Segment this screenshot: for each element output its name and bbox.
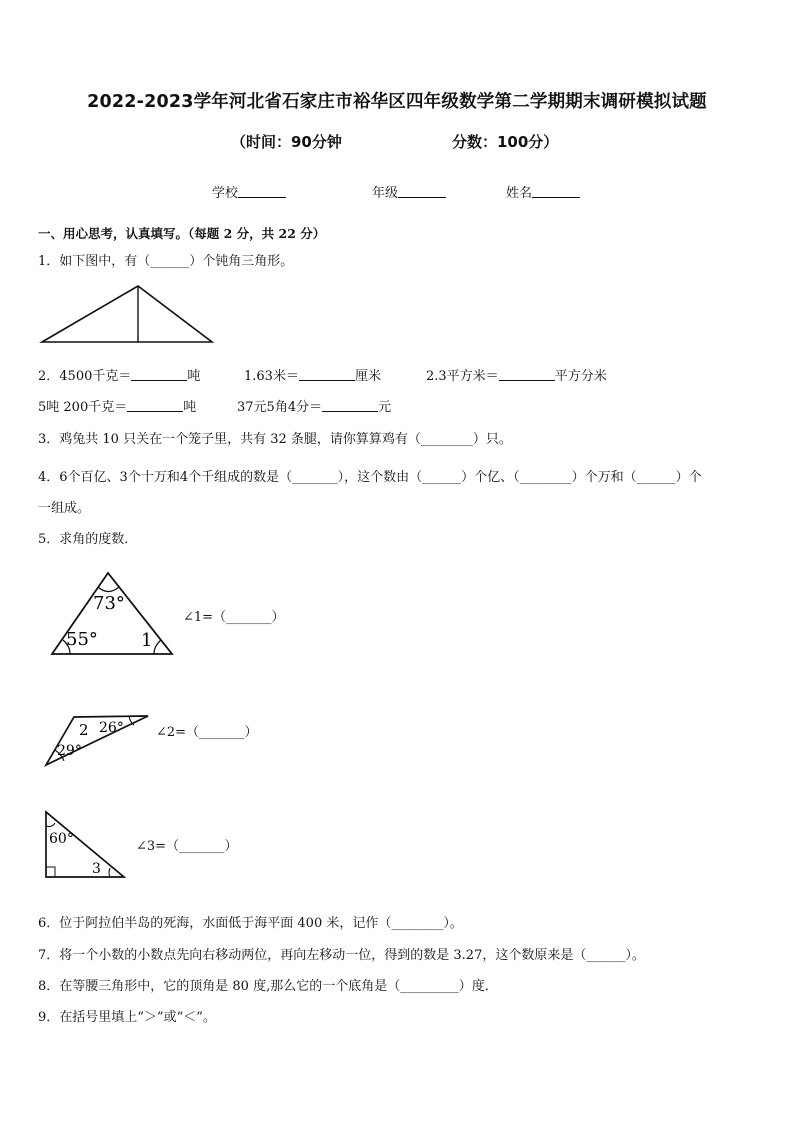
tri1-left-angle: 55°: [66, 629, 98, 650]
grade-label: 年级: [372, 186, 399, 201]
question-5: 5．求角的度数．: [38, 532, 138, 547]
name-label: 姓名: [506, 186, 533, 201]
question-2b: 1.63米＝ 厘米: [244, 369, 381, 384]
school-blank[interactable]: [238, 185, 286, 198]
q5-triangle-3: [40, 809, 130, 881]
tri2-angle-26: 26°: [99, 720, 124, 736]
q5-answer-1: ∠1=（_______）: [183, 610, 285, 625]
tri2-angle-29: 29°: [57, 743, 82, 759]
question-8: 8．在等腰三角形中，它的顶角是 80 度,那么它的一个底角是（_________）度．: [38, 979, 498, 994]
tri3-vertex-label: 3: [92, 861, 101, 877]
q1-triangle-figure: [40, 284, 215, 346]
question-6: 6．位于阿拉伯半岛的死海，水面低于海平面 400 米，记作（________）。: [38, 916, 463, 931]
tri1-top-angle: 73°: [93, 593, 125, 614]
question-2c: 2.3平方米＝ 平方分米: [426, 369, 607, 384]
question-1: 1．如下图中，有（______）个钝角三角形。: [38, 254, 294, 269]
school-label: 学校: [212, 186, 239, 201]
question-4-line1: 4．6个百亿、3个十万和4个千组成的数是（_______），这个数由（______）个亿、（________）个万和（______）个: [38, 470, 702, 485]
tri2-vertex-label: 2: [79, 721, 89, 739]
question-9: 9．在括号里填上“＞”或“＜”。: [38, 1010, 216, 1025]
section-heading: 一、用心思考，认真填写。（每题 2 分，共 22 分）: [38, 226, 326, 241]
tri1-right-angle: 1: [141, 630, 153, 651]
exam-score: 分数：100分）: [452, 133, 559, 151]
question-2e: 37元5角4分＝ 元: [237, 400, 392, 415]
question-4-line2: 一组成。: [38, 501, 91, 516]
q5-triangle-1: [48, 570, 178, 660]
grade-blank[interactable]: [398, 185, 446, 198]
q5-triangle-2: [44, 713, 152, 769]
school-field[interactable]: [212, 182, 286, 201]
grade-field[interactable]: [372, 182, 446, 201]
exam-time: （时间：90分钟: [231, 133, 342, 151]
question-2a: 2．4500千克＝ 吨: [38, 369, 201, 384]
name-blank[interactable]: [532, 185, 580, 198]
q5-answer-3: ∠3=（_______）: [136, 839, 238, 854]
q5-answer-2: ∠2=（_______）: [156, 725, 258, 740]
question-3: 3．鸡兔共 10 只关在一个笼子里，共有 32 条腿，请你算算鸡有（________）只。: [38, 432, 512, 447]
question-7: 7．将一个小数的小数点先向右移动两位，再向左移动一位，得到的数是 3.27，这个数原来是（______）。: [38, 948, 645, 963]
name-field[interactable]: [506, 182, 580, 201]
tri3-angle-60: 60°: [49, 831, 74, 847]
question-2d: 5吨 200千克＝ 吨: [38, 400, 197, 415]
page-title: 2022-2023学年河北省石家庄市裕华区四年级数学第二学期期末调研模拟试题: [87, 92, 707, 112]
